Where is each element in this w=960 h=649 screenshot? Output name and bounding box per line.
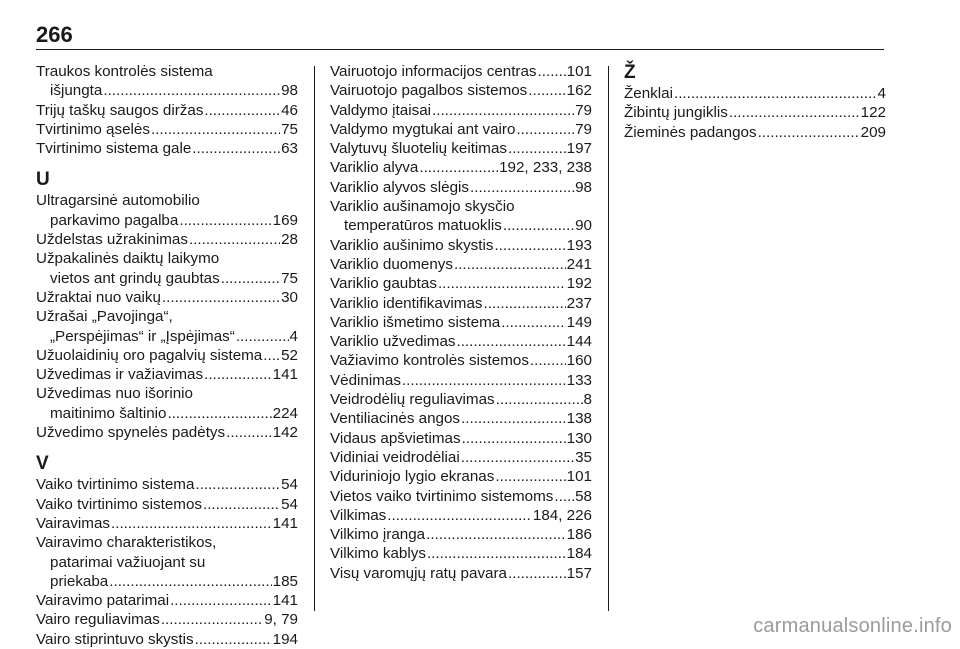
entry-page-numbers: 90: [575, 217, 592, 235]
entry-line: [624, 123, 886, 142]
entry-line: [36, 423, 298, 442]
entry-page-numbers: 141: [272, 366, 298, 384]
entry-line: [36, 346, 298, 365]
entry-line: [330, 448, 592, 467]
index-entry: [36, 230, 298, 249]
entry-line: [330, 62, 592, 81]
dot-leader: [426, 525, 566, 544]
entry-term: Vilkimo įranga: [330, 526, 426, 544]
section-letter: V: [36, 453, 49, 475]
entry-term: išjungta: [50, 82, 103, 100]
entry-page-numbers: 138: [566, 410, 592, 428]
entry-page-numbers: 122: [860, 104, 886, 122]
index-entry: [624, 123, 886, 142]
dot-leader: [538, 62, 566, 81]
entry-page-numbers: 4: [289, 327, 298, 345]
index-entry: [330, 506, 592, 525]
dot-leader: [674, 84, 877, 103]
entry-page-numbers: 141: [272, 514, 298, 532]
entry-term: Vilkimas: [330, 506, 387, 524]
dot-leader: [402, 371, 566, 390]
entry-term: Užvedimo spynelės padėtys: [36, 424, 226, 442]
dot-leader: [432, 101, 574, 120]
entry-page-numbers: 149: [566, 313, 592, 331]
entry-line: [330, 101, 592, 120]
entry-line: [36, 610, 298, 629]
entry-term: Valdymo įtaisai: [330, 101, 432, 119]
index-entry: [330, 274, 592, 293]
entry-line: [36, 230, 298, 249]
entry-page-numbers: 241: [566, 255, 592, 273]
dot-leader: [528, 81, 565, 100]
entry-line: [330, 139, 592, 158]
entry-line: [36, 139, 298, 158]
entry-line: [330, 371, 592, 390]
index-entry: [330, 178, 592, 197]
index-entry: [36, 495, 298, 514]
entry-term: Vaiko tvirtinimo sistemos: [36, 495, 202, 513]
entry-line: [330, 467, 592, 486]
entry-page-numbers: 197: [566, 140, 592, 158]
entry-line: [36, 630, 298, 649]
entry-line: [330, 351, 592, 370]
entry-term: Vairuotojo pagalbos sistemos: [330, 82, 528, 100]
entry-term: Važiavimo kontrolės sistemos: [330, 352, 529, 370]
dot-leader: [192, 139, 280, 158]
entry-line: [36, 269, 298, 288]
entry-term: Vietos vaiko tvirtinimo sistemoms: [330, 487, 554, 505]
entry-term: Tvirtinimo sistema gale: [36, 140, 192, 158]
index-entry: [36, 346, 298, 365]
index-column-1: [36, 62, 298, 649]
entry-line: [330, 81, 592, 100]
entry-term: Užuolaidinių oro pagalvių sistema: [36, 346, 263, 364]
index-entry: [330, 429, 592, 448]
entry-line: [330, 506, 592, 525]
entry-line: [330, 236, 592, 255]
entry-term: Vilkimo kablys: [330, 545, 426, 563]
dot-leader: [530, 351, 566, 370]
dot-leader: [456, 332, 565, 351]
entry-page-numbers: 101: [566, 63, 592, 80]
dot-leader: [494, 236, 565, 255]
dot-leader: [516, 120, 574, 139]
page-number: 266: [36, 22, 73, 47]
index-entry: [330, 448, 592, 467]
entry-line: [330, 216, 592, 235]
dot-leader: [109, 572, 271, 591]
dot-leader: [151, 120, 280, 139]
entry-term: Variklio užvedimas: [330, 333, 456, 351]
entry-line: [624, 103, 886, 122]
dot-leader: [501, 313, 565, 332]
entry-line: [330, 313, 592, 332]
index-entry: [330, 371, 592, 390]
entry-page-numbers: 101: [566, 468, 592, 486]
section-letter: Ž: [624, 62, 636, 83]
index-entry: [36, 591, 298, 610]
entry-term: Variklio alyva: [330, 159, 419, 177]
entry-page-numbers: 30: [281, 288, 298, 306]
entry-page-numbers: 142: [272, 424, 298, 442]
index-entry: [36, 610, 298, 629]
dot-leader: [427, 544, 566, 563]
entry-term: Vaiko tvirtinimo sistema: [36, 476, 195, 494]
dot-leader: [461, 448, 574, 467]
index-entry: [330, 351, 592, 370]
entry-term: Viduriniojo lygio ekranas: [330, 468, 495, 486]
index-entry: [330, 81, 592, 100]
entry-line: [330, 255, 592, 274]
index-entry: [36, 62, 298, 101]
entry-term: Uždelstas užrakinimas: [36, 231, 188, 249]
dot-leader: [161, 610, 263, 629]
entry-page-numbers: 75: [281, 269, 298, 287]
entry-term: Vairuotojo informacijos centras: [330, 63, 537, 80]
entry-page-numbers: 63: [281, 140, 298, 158]
index-entry: [36, 139, 298, 158]
entry-line: [330, 197, 592, 216]
entry-term: Žibintų jungiklis: [624, 104, 728, 122]
index-entry: [330, 313, 592, 332]
index-entry: [330, 467, 592, 486]
entry-page-numbers: 133: [566, 371, 592, 389]
dot-leader: [438, 274, 566, 293]
entry-line: [36, 514, 298, 533]
dot-leader: [111, 514, 272, 533]
dot-leader: [503, 216, 574, 235]
index-entry: [330, 255, 592, 274]
entry-page-numbers: 98: [281, 82, 298, 100]
entry-page-numbers: 192, 233, 238: [499, 159, 592, 177]
entry-term: Variklio išmetimo sistema: [330, 313, 501, 331]
entry-page-numbers: 209: [860, 123, 886, 141]
index-entry: [330, 236, 592, 255]
entry-page-numbers: 58: [575, 487, 592, 505]
index-entry: [330, 197, 592, 236]
index-entry: [330, 294, 592, 313]
dot-leader: [461, 409, 566, 428]
entry-term: Ultragarsinė automobilio: [36, 192, 200, 210]
dot-leader: [496, 390, 583, 409]
dot-leader: [236, 327, 289, 346]
entry-line: [36, 495, 298, 514]
entry-term: maitinimo šaltinio: [50, 404, 167, 422]
entry-term: Variklio duomenys: [330, 255, 453, 273]
index-column-3: [624, 62, 886, 142]
entry-term: Užvedimas ir važiavimas: [36, 366, 204, 384]
entry-line: [36, 191, 298, 210]
dot-leader: [508, 139, 566, 158]
entry-term: patarimai važiuojant su: [50, 553, 206, 571]
entry-term: Tvirtinimo ąselės: [36, 120, 150, 138]
entry-term: Ventiliacinės angos: [330, 410, 461, 428]
index-entry: [330, 487, 592, 506]
entry-term: Trijų taškų saugos diržas: [36, 101, 204, 119]
column-divider: [314, 66, 315, 611]
entry-page-numbers: 184, 226: [532, 506, 592, 524]
entry-line: [330, 332, 592, 351]
entry-term: priekaba: [50, 572, 109, 590]
entry-page-numbers: 79: [575, 120, 592, 138]
entry-line: [36, 533, 298, 552]
dot-leader: [195, 475, 280, 494]
entry-term: Variklio aušinimo skystis: [330, 236, 494, 254]
entry-line: [330, 564, 592, 583]
dot-leader: [508, 564, 566, 583]
index-entry: [330, 390, 592, 409]
entry-page-numbers: 237: [566, 294, 592, 312]
entry-page-numbers: 130: [566, 429, 592, 447]
index-entry: [36, 101, 298, 120]
entry-line: [36, 365, 298, 384]
entry-term: Vėdinimas: [330, 371, 401, 389]
entry-page-numbers: 194: [272, 630, 298, 648]
section-letter: U: [36, 169, 50, 191]
dot-leader: [204, 365, 272, 384]
entry-term: Valytuvų šluotelių keitimas: [330, 140, 507, 158]
watermark: carmanualsonline.info: [753, 615, 952, 637]
entry-line: [36, 62, 298, 81]
entry-line: [36, 307, 298, 326]
index-section: [36, 169, 298, 442]
index-entry: [36, 533, 298, 591]
entry-page-numbers: 162: [566, 82, 592, 100]
entry-page-numbers: 8: [583, 391, 592, 409]
entry-line: [36, 249, 298, 268]
dot-leader: [162, 288, 280, 307]
entry-page-numbers: 35: [575, 448, 592, 466]
index-entry: [36, 423, 298, 442]
dot-leader: [729, 103, 860, 122]
entry-page-numbers: 157: [566, 564, 592, 582]
entry-line: [36, 475, 298, 494]
dot-leader: [454, 255, 566, 274]
index-entry: [36, 365, 298, 384]
entry-line: [330, 409, 592, 428]
index-entry: [36, 514, 298, 533]
entry-term: Visų varomųjų ratų pavara: [330, 564, 507, 582]
index-entry: [36, 249, 298, 288]
dot-leader: [179, 211, 271, 230]
entry-term: Vidaus apšvietimas: [330, 429, 461, 447]
entry-line: [36, 591, 298, 610]
index-section: [330, 62, 592, 583]
entry-line: [330, 487, 592, 506]
index-entry: [330, 101, 592, 120]
entry-term: Užpakalinės daiktų laikymo: [36, 250, 220, 268]
index-entry: [330, 409, 592, 428]
dot-leader: [226, 423, 272, 442]
entry-page-numbers: 54: [281, 476, 298, 494]
entry-line: [330, 544, 592, 563]
entry-page-numbers: 75: [281, 120, 298, 138]
entry-page-numbers: 141: [272, 592, 298, 610]
entry-line: [330, 294, 592, 313]
entry-term: vietos ant grindų gaubtas: [50, 269, 220, 287]
index-entry: [36, 307, 298, 346]
dot-leader: [758, 123, 860, 142]
entry-page-numbers: 4: [877, 85, 886, 102]
entry-page-numbers: 160: [566, 352, 592, 370]
entry-term: Variklio aušinamojo skysčio: [330, 198, 515, 216]
entry-term: „Perspėjimas“ ir „Įspėjimas“: [50, 327, 235, 345]
entry-term: temperatūros matuoklis: [344, 217, 502, 235]
index-entry: [36, 288, 298, 307]
dot-leader: [204, 101, 280, 120]
index-entry: [330, 62, 592, 81]
entry-page-numbers: 98: [575, 178, 592, 196]
dot-leader: [263, 346, 280, 365]
entry-term: Užrašai „Pavojinga“,: [36, 308, 173, 326]
entry-line: [330, 178, 592, 197]
entry-term: Žieminės padangos: [624, 123, 757, 141]
dot-leader: [470, 178, 574, 197]
index-entry: [330, 544, 592, 563]
entry-line: [624, 84, 886, 103]
entry-line: [330, 390, 592, 409]
entry-page-numbers: 46: [281, 101, 298, 119]
entry-term: Vairavimas: [36, 514, 110, 532]
index-section: [36, 62, 298, 158]
entry-line: [36, 327, 298, 346]
index-entry: [36, 191, 298, 230]
entry-page-numbers: 9, 79: [264, 611, 298, 629]
entry-term: Vairavimo charakteristikos,: [36, 534, 217, 552]
entry-term: Užvedimas nuo išorinio: [36, 385, 194, 403]
dot-leader: [554, 487, 574, 506]
index-entry: [330, 158, 592, 177]
entry-line: [36, 81, 298, 100]
entry-line: [330, 429, 592, 448]
entry-term: Užraktai nuo vaikų: [36, 288, 161, 306]
entry-line: [330, 525, 592, 544]
dot-leader: [170, 591, 272, 610]
entry-page-numbers: 52: [281, 346, 298, 364]
dot-leader: [484, 294, 566, 313]
dot-leader: [221, 269, 280, 288]
index-entry: [36, 384, 298, 423]
entry-term: Variklio alyvos slėgis: [330, 178, 469, 196]
index-entry: [330, 525, 592, 544]
index-entry: [330, 120, 592, 139]
entry-term: Ženklai: [624, 85, 673, 102]
entry-term: Vairavimo patarimai: [36, 592, 170, 610]
entry-term: Vairo stiprintuvo skystis: [36, 630, 194, 648]
entry-page-numbers: 186: [566, 526, 592, 544]
entry-line: [330, 274, 592, 293]
column-divider: [608, 66, 609, 611]
entry-line: [36, 120, 298, 139]
dot-leader: [103, 81, 280, 100]
entry-page-numbers: 193: [566, 236, 592, 254]
header-divider: [36, 49, 884, 50]
dot-leader: [495, 467, 565, 486]
dot-leader: [419, 158, 498, 177]
index-entry: [36, 120, 298, 139]
dot-leader: [189, 230, 280, 249]
entry-line: [36, 384, 298, 403]
dot-leader: [462, 429, 566, 448]
entry-page-numbers: 144: [566, 333, 592, 351]
entry-page-numbers: 54: [281, 495, 298, 513]
entry-term: Traukos kontrolės sistema: [36, 63, 213, 80]
dot-leader: [167, 404, 271, 423]
entry-term: Vairo reguliavimas: [36, 611, 160, 629]
entry-page-numbers: 185: [272, 572, 298, 590]
entry-page-numbers: 224: [272, 404, 298, 422]
entry-line: [36, 572, 298, 591]
index-entry: [330, 564, 592, 583]
index-entry: [624, 84, 886, 103]
entry-line: [36, 211, 298, 230]
index-entry: [36, 630, 298, 649]
entry-term: parkavimo pagalba: [50, 211, 179, 229]
entry-page-numbers: 169: [272, 211, 298, 229]
entry-page-numbers: 192: [566, 275, 592, 293]
entry-page-numbers: 79: [575, 101, 592, 119]
entry-line: [36, 101, 298, 120]
entry-line: [36, 404, 298, 423]
index-entry: [330, 139, 592, 158]
index-entry: [624, 103, 886, 122]
entry-line: [330, 158, 592, 177]
dot-leader: [195, 630, 272, 649]
entry-line: [36, 553, 298, 572]
entry-term: Variklio gaubtas: [330, 275, 437, 293]
entry-term: Variklio identifikavimas: [330, 294, 483, 312]
entry-page-numbers: 28: [281, 231, 298, 249]
index-section: [624, 62, 886, 142]
dot-leader: [387, 506, 532, 525]
dot-leader: [203, 495, 280, 514]
index-column-2: [330, 62, 592, 583]
entry-term: Vidiniai veidrodėliai: [330, 448, 460, 466]
entry-line: [330, 120, 592, 139]
entry-term: Valdymo mygtukai ant vairo: [330, 120, 516, 138]
entry-term: Veidrodėlių reguliavimas: [330, 391, 495, 409]
index-entry: [330, 332, 592, 351]
entry-page-numbers: 184: [566, 545, 592, 563]
index-section: [36, 453, 298, 649]
entry-line: [36, 288, 298, 307]
index-entry: [36, 475, 298, 494]
